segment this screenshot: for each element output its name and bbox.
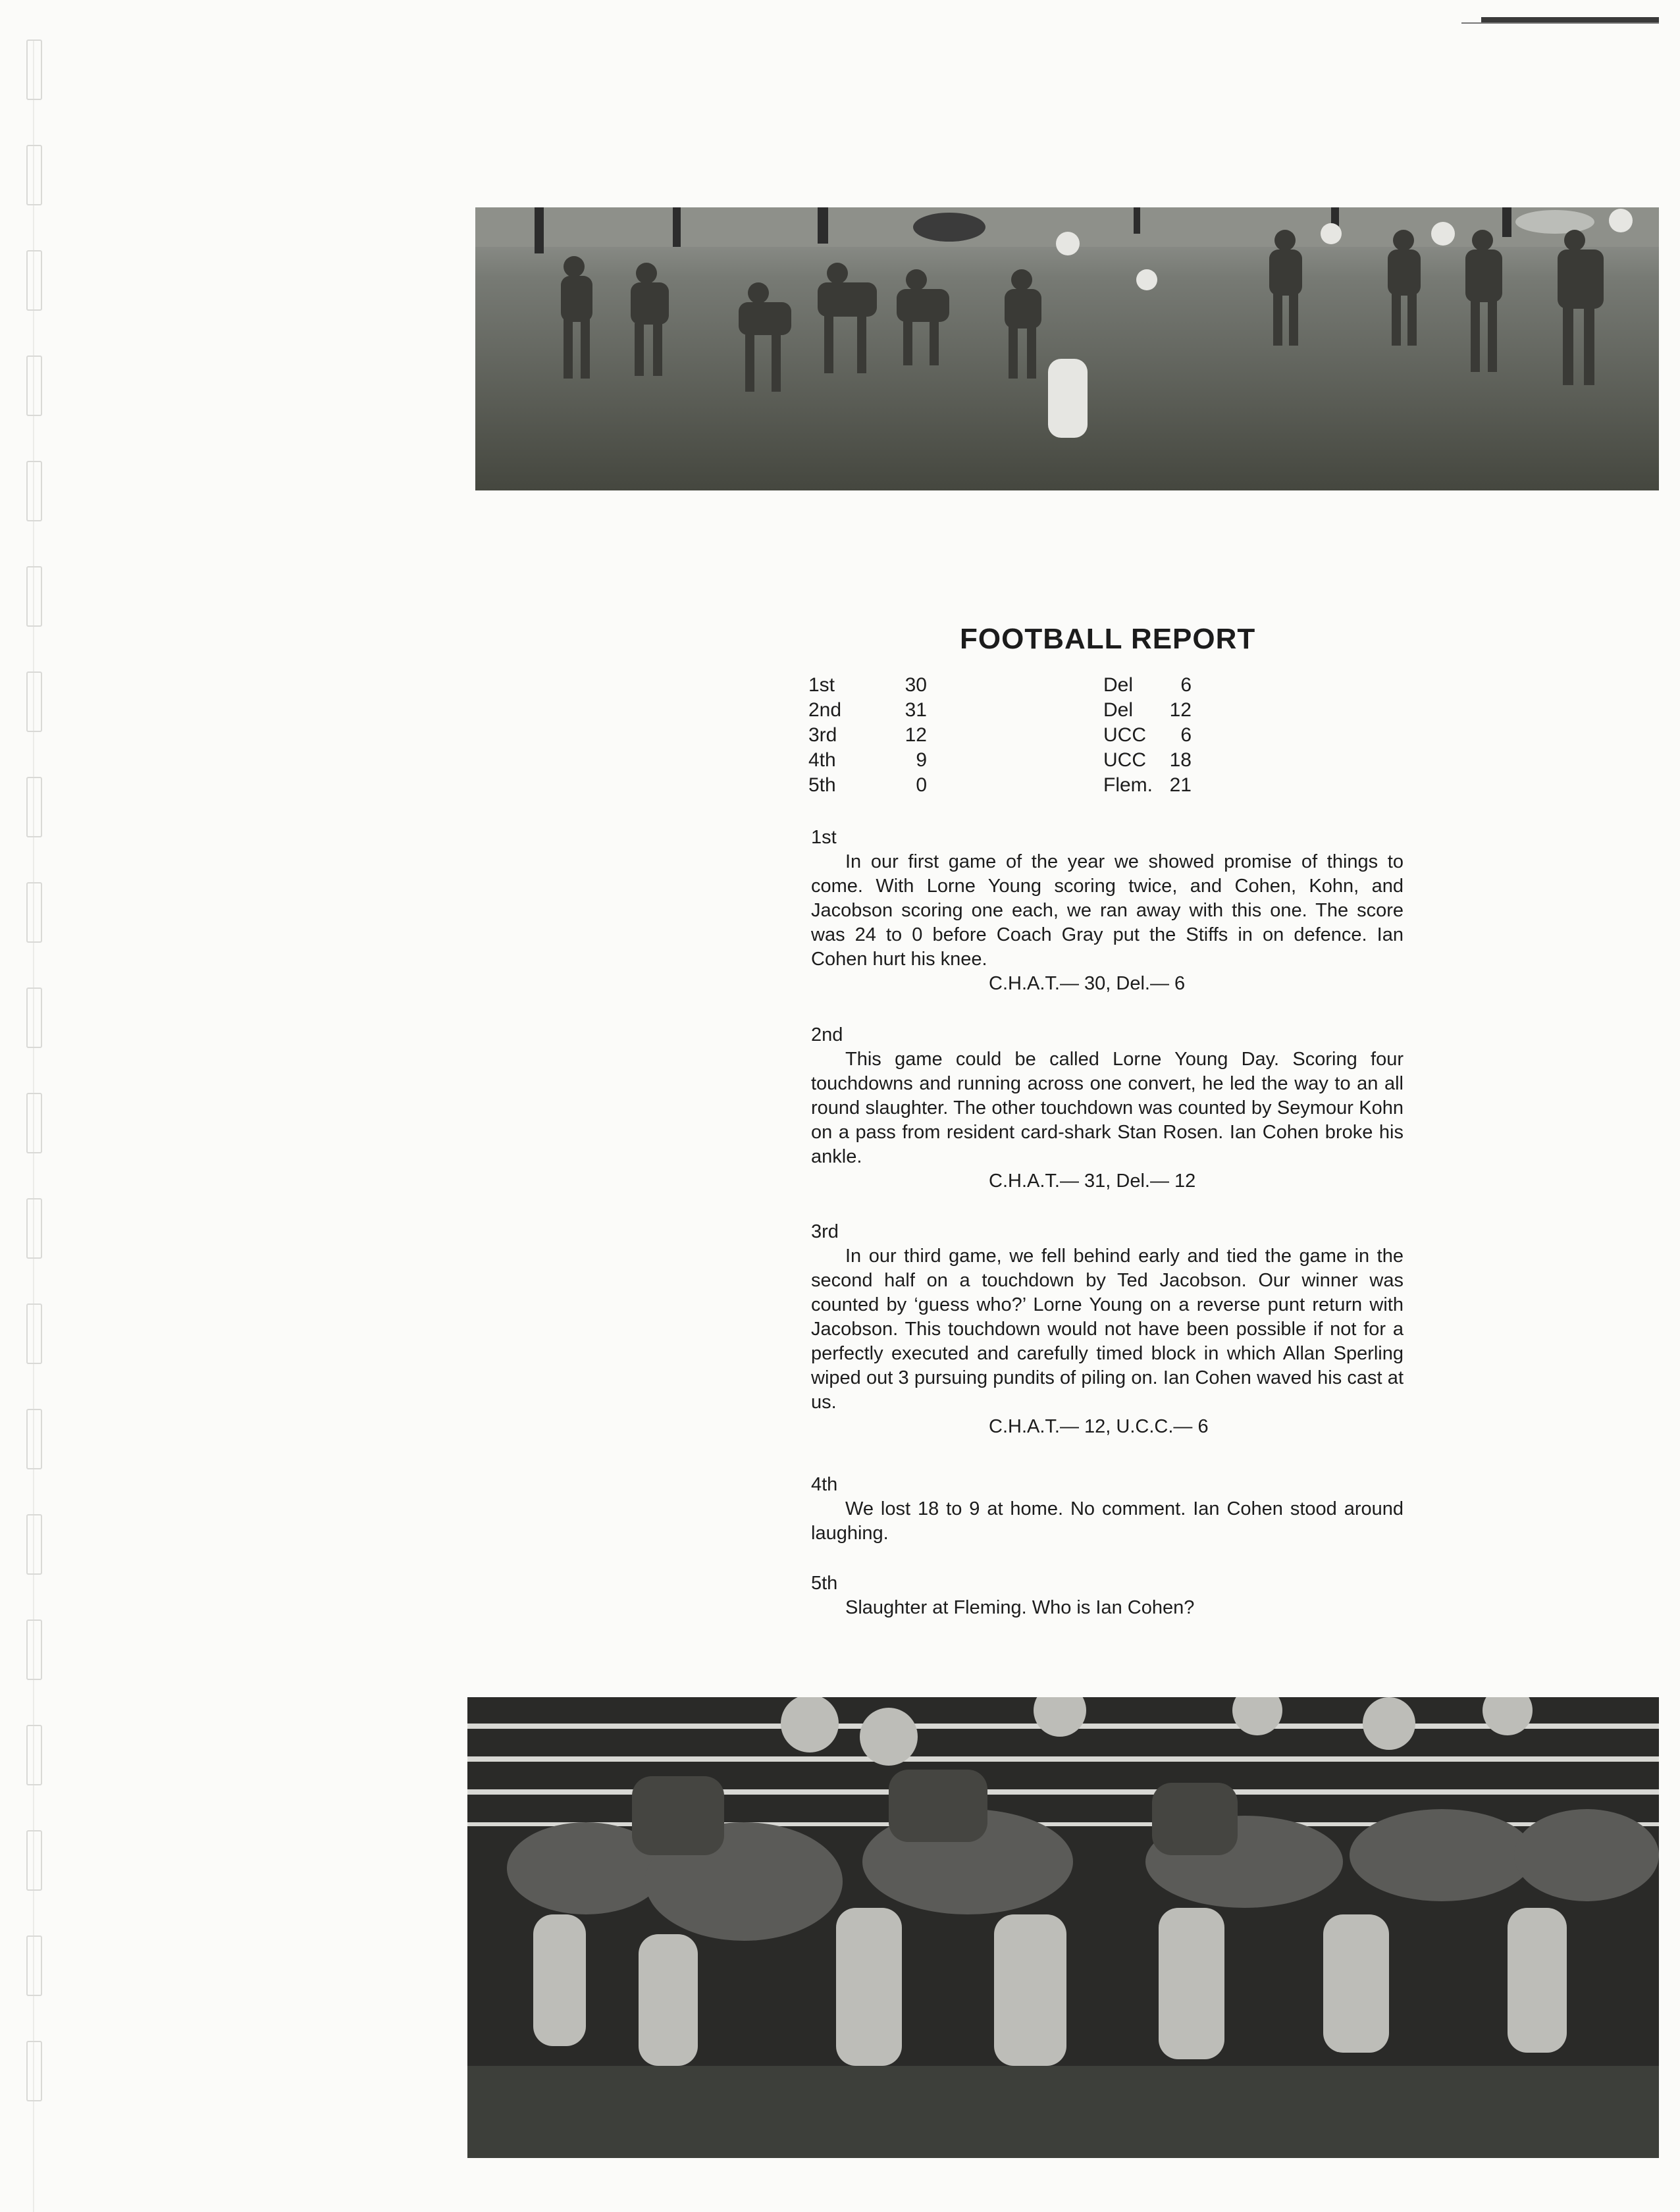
binder-hole: [26, 988, 42, 1048]
binder-hole: [26, 566, 42, 627]
game-number: 4th: [808, 749, 836, 771]
score-row: [808, 673, 1217, 698]
opponent-name: UCC: [1103, 749, 1146, 771]
binder-hole: [26, 461, 42, 521]
opponent-score: 21: [1169, 774, 1192, 796]
binder-hole: [26, 1830, 42, 1891]
game-report-3: [811, 1220, 1404, 1439]
binder-hole: [26, 250, 42, 311]
top-edge-rule-thin: [1461, 22, 1659, 24]
binder-hole: [26, 1093, 42, 1153]
binder-hole: [26, 672, 42, 732]
game-summary: This game could be called Lorne Young Day. Scoring four touchdowns and running across one convert, he led the way to an all round slaughter. The other touchdown was counted by Seymour Kohn on a pass from resident card-shark Stan Rosen. Ian Cohen broke his ankle.: [811, 1049, 1404, 1167]
football-line-of-scrimmage-photo: [467, 1697, 1659, 2158]
game-report-2: [811, 1023, 1404, 1194]
binder-hole: [26, 1409, 42, 1469]
binder-hole: [26, 356, 42, 416]
opponent-score: 12: [1169, 699, 1192, 721]
our-score: 9: [916, 749, 927, 771]
game-summary: In our third game, we fell behind early and tied the game in the second half on a touchdown by Ted Jacobson. Our winner was counted by ‘guess who?’ Lorne Young on a reverse punt return with Jacobson. This touchdown would not have been possible if not for a perfectly executed and carefully timed block in which Allan Sperling wiped out 3 pursuing pundits of piling on. Ian Cohen waved his cast at us.: [811, 1246, 1404, 1413]
score-row: [808, 748, 1217, 773]
our-score: 30: [905, 674, 927, 696]
binder-hole: [26, 40, 42, 100]
game-heading: 2nd: [811, 1024, 843, 1045]
binder-hole: [26, 145, 42, 205]
opponent-name: Del: [1103, 674, 1134, 696]
score-row: [808, 698, 1217, 723]
game-number: 1st: [808, 674, 835, 696]
binder-hole: [26, 1514, 42, 1575]
our-score: 12: [905, 724, 927, 746]
binder-holes: [22, 40, 49, 2133]
binder-hole: [26, 1198, 42, 1259]
football-practice-photo: [475, 207, 1659, 490]
game-result: C.H.A.T.— 30, Del.— 6: [989, 973, 1186, 994]
score-row: [808, 723, 1217, 748]
binder-hole: [26, 1304, 42, 1364]
binder-hole: [26, 1725, 42, 1785]
binder-hole: [26, 2041, 42, 2101]
game-result: C.H.A.T.— 12, U.C.C.— 6: [989, 1416, 1209, 1437]
binder-hole: [26, 1936, 42, 1996]
opponent-score: 6: [1180, 724, 1192, 746]
binder-hole: [26, 882, 42, 943]
season-scores-table: [808, 673, 1217, 798]
game-report-4: [811, 1473, 1404, 1546]
game-number: 5th: [808, 774, 836, 796]
game-heading: 1st: [811, 827, 837, 848]
opponent-score: 18: [1169, 749, 1192, 771]
our-score: 31: [905, 699, 927, 721]
game-report-1: [811, 826, 1404, 996]
binder-hole: [26, 1620, 42, 1680]
binder-hole: [26, 777, 42, 837]
opponent-name: Flem.: [1103, 774, 1153, 796]
game-heading: 4th: [811, 1474, 838, 1495]
opponent-name: Del: [1103, 699, 1134, 721]
game-result: C.H.A.T.— 31, Del.— 12: [989, 1171, 1196, 1192]
opponent-score: 6: [1180, 674, 1192, 696]
top-edge-rule: [1481, 17, 1659, 22]
game-number: 2nd: [808, 699, 842, 721]
game-heading: 5th: [811, 1573, 838, 1594]
score-row: [808, 773, 1217, 798]
game-summary: In our first game of the year we showed promise of things to come. With Lorne Young scoring twice, and Cohen, Kohn, and Jacobson scoring one each, we ran away with this one. The score was 24 to 0 before Coach Gray put the Stiffs in on defence. Ian Cohen hurt his knee.: [811, 851, 1404, 970]
game-summary: Slaughter at Fleming. Who is Ian Cohen?: [845, 1597, 1195, 1618]
our-score: 0: [916, 774, 927, 796]
page-title: FOOTBALL REPORT: [960, 623, 1256, 656]
opponent-name: UCC: [1103, 724, 1146, 746]
game-summary: We lost 18 to 9 at home. No comment. Ian Cohen stood around laughing.: [811, 1498, 1404, 1544]
game-heading: 3rd: [811, 1221, 839, 1242]
game-number: 3rd: [808, 724, 837, 746]
game-report-5: [811, 1571, 1404, 1620]
